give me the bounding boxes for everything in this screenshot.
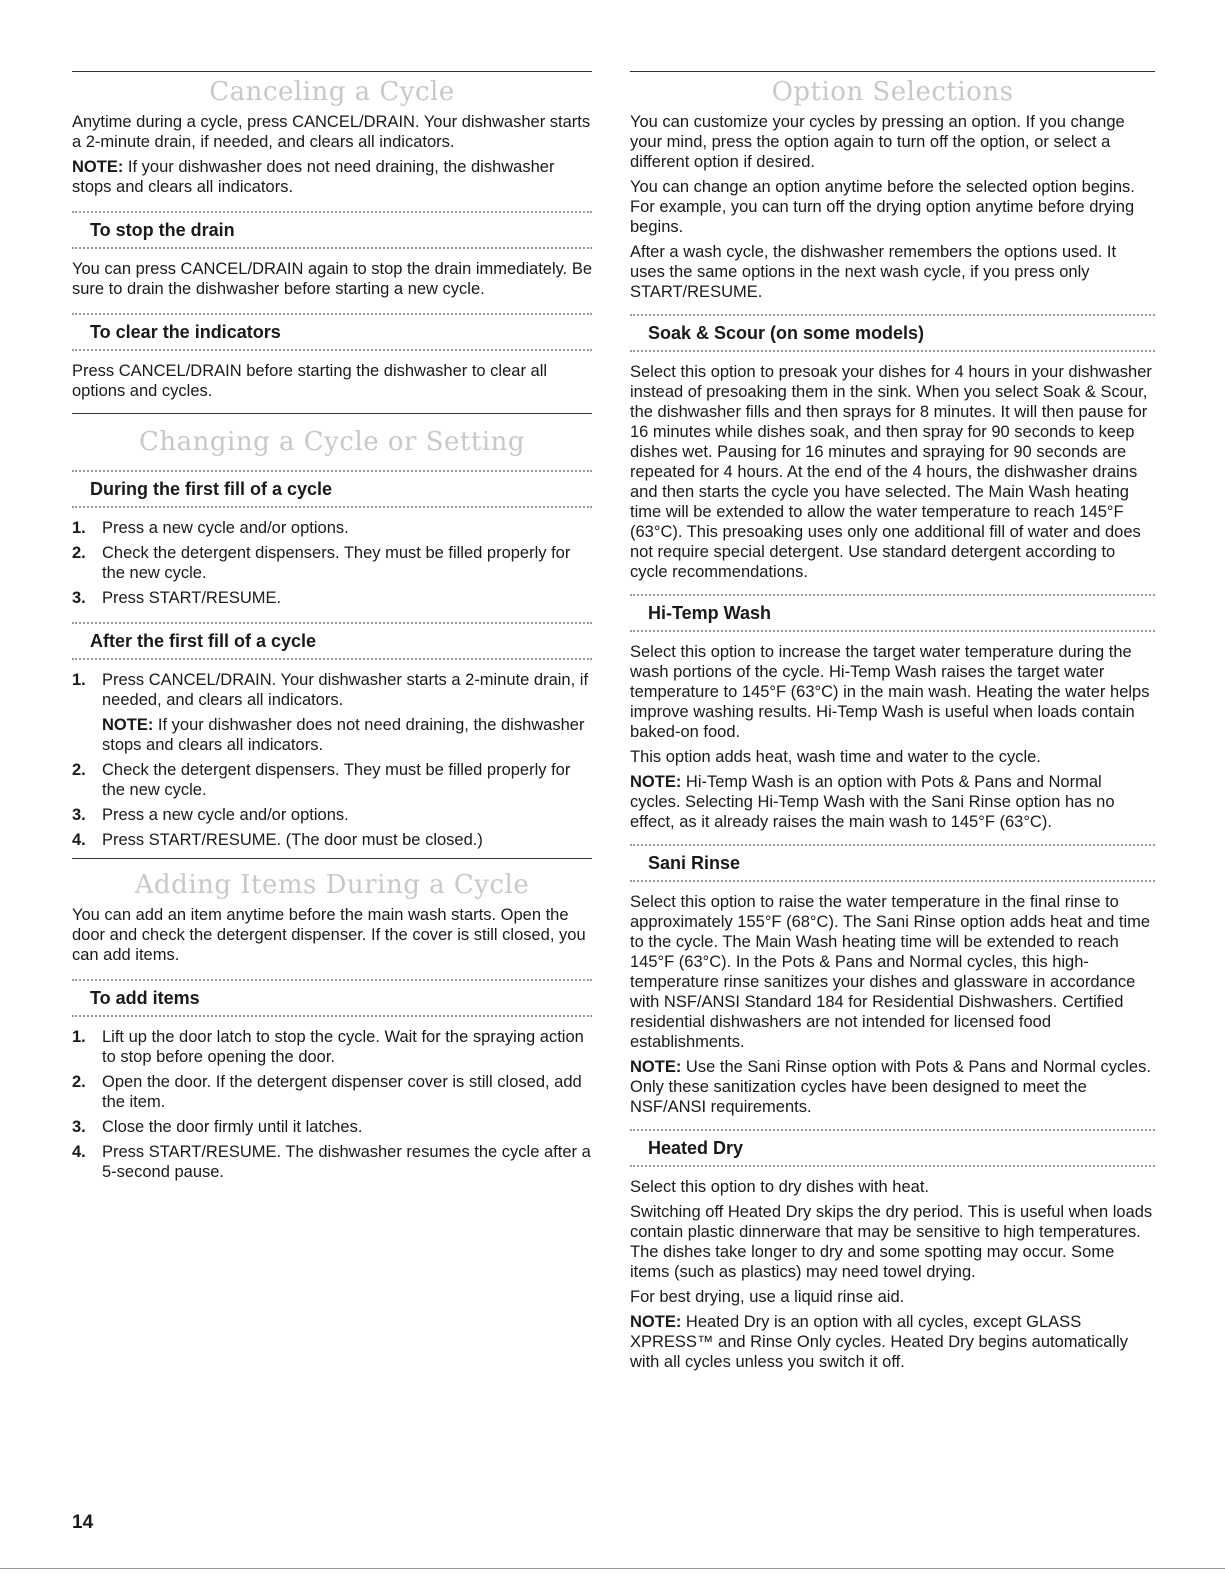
step-text: Press START/RESUME. (The door must be closed.) [102, 831, 483, 849]
paragraph: Select this option to raise the water temperature in the final rinse to approximately 155°F (68°C). The Sani Rinse option adds heat and time to the cycle. The Main Wash heating time will be extended to reach 145°F (63°C). In the Pots & Pans and Normal cycles, this high-temperature rinse sanitizes your dishes and glassware in accordance with NSF/ANSI Standard 184 for Residential Dishwashers. Certified residential dishwashers are not intended for licensed food establishments. [630, 893, 1151, 1051]
list-item [72, 1072, 592, 1112]
subheading: Hi-Temp Wash [648, 603, 772, 623]
subheading: Soak & Scour (on some models) [648, 323, 925, 343]
step-text: Press START/RESUME. The dishwasher resumes the cycle after a 5-second pause. [102, 1143, 591, 1181]
adding-section [72, 858, 592, 1182]
step-number: 4. [72, 1143, 86, 1161]
subheading: Sani Rinse [648, 853, 741, 873]
step-number: 2. [72, 1073, 86, 1091]
step-text: Press a new cycle and/or options. [102, 519, 349, 537]
note-text: Heated Dry is an option with all cycles, except GLASS XPRESS™ and Rinse Only cycles. Heated Dry begins automatically with all cycles unless you switch it off. [630, 1313, 1128, 1371]
paragraph: Select this option to dry dishes with heat. [630, 1178, 929, 1196]
paragraph: You can change an option anytime before the selected option begins. For example, you can turn off the drying option anytime before drying begins. [630, 178, 1135, 236]
step-text: Press START/RESUME. [102, 589, 282, 607]
step-text: Close the door firmly until it latches. [102, 1118, 363, 1136]
dotted-rule [630, 1165, 1155, 1167]
paragraph: You can customize your cycles by pressing an option. If you change your mind, press the option again to turn off the option, or select a different option if desired. [630, 113, 1125, 171]
note-label: NOTE: [102, 716, 154, 734]
note-text: If your dishwasher does not need draining, the dishwasher stops and clears all indicators. [102, 716, 585, 754]
subheading: During the first fill of a cycle [90, 479, 333, 499]
step-text: Check the detergent dispensers. They must be filled properly for the new cycle. [102, 761, 571, 799]
subheading: After the first fill of a cycle [90, 631, 317, 651]
list-item [72, 543, 592, 583]
subheading: To clear the indicators [90, 322, 281, 342]
note-paragraph [72, 157, 592, 197]
list-item [72, 830, 592, 850]
note-label: NOTE: [630, 773, 682, 791]
page-number: 14 [72, 1512, 94, 1533]
left-column [72, 71, 592, 1187]
subheading: Heated Dry [648, 1138, 744, 1158]
canceling-section [72, 71, 592, 401]
note-label: NOTE: [630, 1313, 682, 1331]
changing-section [72, 413, 592, 850]
bottom-rule [0, 1568, 1225, 1569]
section-title: Changing a Cycle or Setting [138, 427, 526, 457]
note-text: Hi-Temp Wash is an option with Pots & Pans and Normal cycles. Selecting Hi-Temp Wash with the Sani Rinse option has no effect, as it already raises the main wash to 145°F (63°C). [630, 773, 1115, 831]
subheading: To stop the drain [90, 220, 235, 240]
dotted-rule [630, 630, 1155, 632]
paragraph: Switching off Heated Dry skips the dry period. This is useful when loads contain plastic dinnerware that may be sensitive to high temperatures. The dishes take longer to dry and some spotting may occur. Some items (such as plastics) may need towel drying. [630, 1203, 1153, 1281]
paragraph: Press CANCEL/DRAIN before starting the dishwasher to clear all options and cycles. [72, 362, 548, 400]
step-text: Open the door. If the detergent dispenser cover is still closed, add the item. [102, 1073, 582, 1111]
paragraph: You can add an item anytime before the main wash starts. Open the door and check the detergent dispenser. If the cover is still closed, you can add items. [72, 906, 586, 964]
step-number: 2. [72, 544, 86, 562]
section-rule [72, 413, 592, 414]
subheading: To add items [90, 988, 200, 1008]
list-item [72, 760, 592, 800]
dotted-rule [72, 506, 592, 508]
step-number: 1. [72, 519, 86, 537]
step-number: 3. [72, 589, 86, 607]
step-number: 3. [72, 1118, 86, 1136]
step-list [72, 1027, 592, 1182]
step-text: Press a new cycle and/or options. [102, 806, 349, 824]
step-number: 3. [72, 806, 86, 824]
note-label: NOTE: [630, 1058, 682, 1076]
note-text: Use the Sani Rinse option with Pots & Pans and Normal cycles. Only these sanitization cycles have been designed to meet the NSF/ANSI requirements. [630, 1058, 1151, 1116]
paragraph: This option adds heat, wash time and water to the cycle. [630, 748, 1041, 766]
section-rule [72, 858, 592, 859]
paragraph: After a wash cycle, the dishwasher remembers the options used. It uses the same options in the next wash cycle, if you press only START/RESUME. [630, 243, 1117, 301]
list-item [72, 1142, 592, 1182]
note-paragraph [630, 1312, 1155, 1372]
step-list [72, 518, 592, 608]
list-item [72, 1027, 592, 1067]
dotted-rule [630, 880, 1155, 882]
paragraph: Select this option to increase the target water temperature during the wash portions of the cycle. Hi-Temp Wash raises the target water temperature to 145°F (63°C) in the main wash. Heating the water helps improve washing results. Hi-Temp Wash is useful when loads contain baked-on food. [630, 643, 1150, 741]
step-number: 4. [72, 831, 86, 849]
step-number: 1. [72, 1028, 86, 1046]
note-label: NOTE: [72, 158, 124, 176]
note-paragraph [630, 1057, 1155, 1117]
step-text: Check the detergent dispensers. They must be filled properly for the new cycle. [102, 544, 571, 582]
dotted-rule [72, 658, 592, 660]
section-title: Adding Items During a Cycle [134, 870, 530, 900]
step-number: 1. [72, 671, 86, 689]
section-title: Option Selections [771, 77, 1014, 107]
note-paragraph [102, 715, 592, 755]
dotted-rule [72, 247, 592, 249]
list-item [72, 518, 592, 538]
step-text: Lift up the door latch to stop the cycle. Wait for the spraying action to stop before opening the door. [102, 1028, 584, 1066]
list-item [72, 588, 592, 608]
list-item [72, 1117, 592, 1137]
note-paragraph [630, 772, 1155, 832]
options-section [630, 71, 1155, 1372]
paragraph: For best drying, use a liquid rinse aid. [630, 1288, 905, 1306]
step-list [72, 670, 592, 850]
list-item [72, 805, 592, 825]
dotted-rule [72, 349, 592, 351]
note-text: If your dishwasher does not need draining, the dishwasher stops and clears all indicators. [72, 158, 555, 196]
list-item [72, 670, 592, 755]
step-number: 2. [72, 761, 86, 779]
dotted-rule [72, 1015, 592, 1017]
right-column [630, 71, 1155, 1377]
paragraph: Anytime during a cycle, press CANCEL/DRAIN. Your dishwasher starts a 2-minute drain, if needed, and clears all indicators. [72, 113, 591, 151]
step-text: Press CANCEL/DRAIN. Your dishwasher starts a 2-minute drain, if needed, and clears all indicators. [102, 671, 589, 709]
paragraph: Select this option to presoak your dishes for 4 hours in your dishwasher instead of presoaking them in the sink. When you select Soak & Scour, the dishwasher fills and then sprays for 8 minutes. It will then pause for 16 minutes while dishes soak, and then spray for 90 seconds to keep dishes wet. Pausing for 16 minutes and spraying for 90 seconds are repeated for 4 hours. At the end of the 4 hours, the dishwasher drains and then starts the cycle you have selected. The Main Wash heating time will be extended to allow the water temperature to reach 145°F (63°C). This presoaking uses only one additional fill of water and does not require special detergent. Use standard detergent according to cycle recommendations. [630, 363, 1152, 581]
dotted-rule [630, 350, 1155, 352]
paragraph: You can press CANCEL/DRAIN again to stop the drain immediately. Be sure to drain the dishwasher before starting a new cycle. [72, 260, 593, 298]
section-title: Canceling a Cycle [209, 77, 455, 107]
